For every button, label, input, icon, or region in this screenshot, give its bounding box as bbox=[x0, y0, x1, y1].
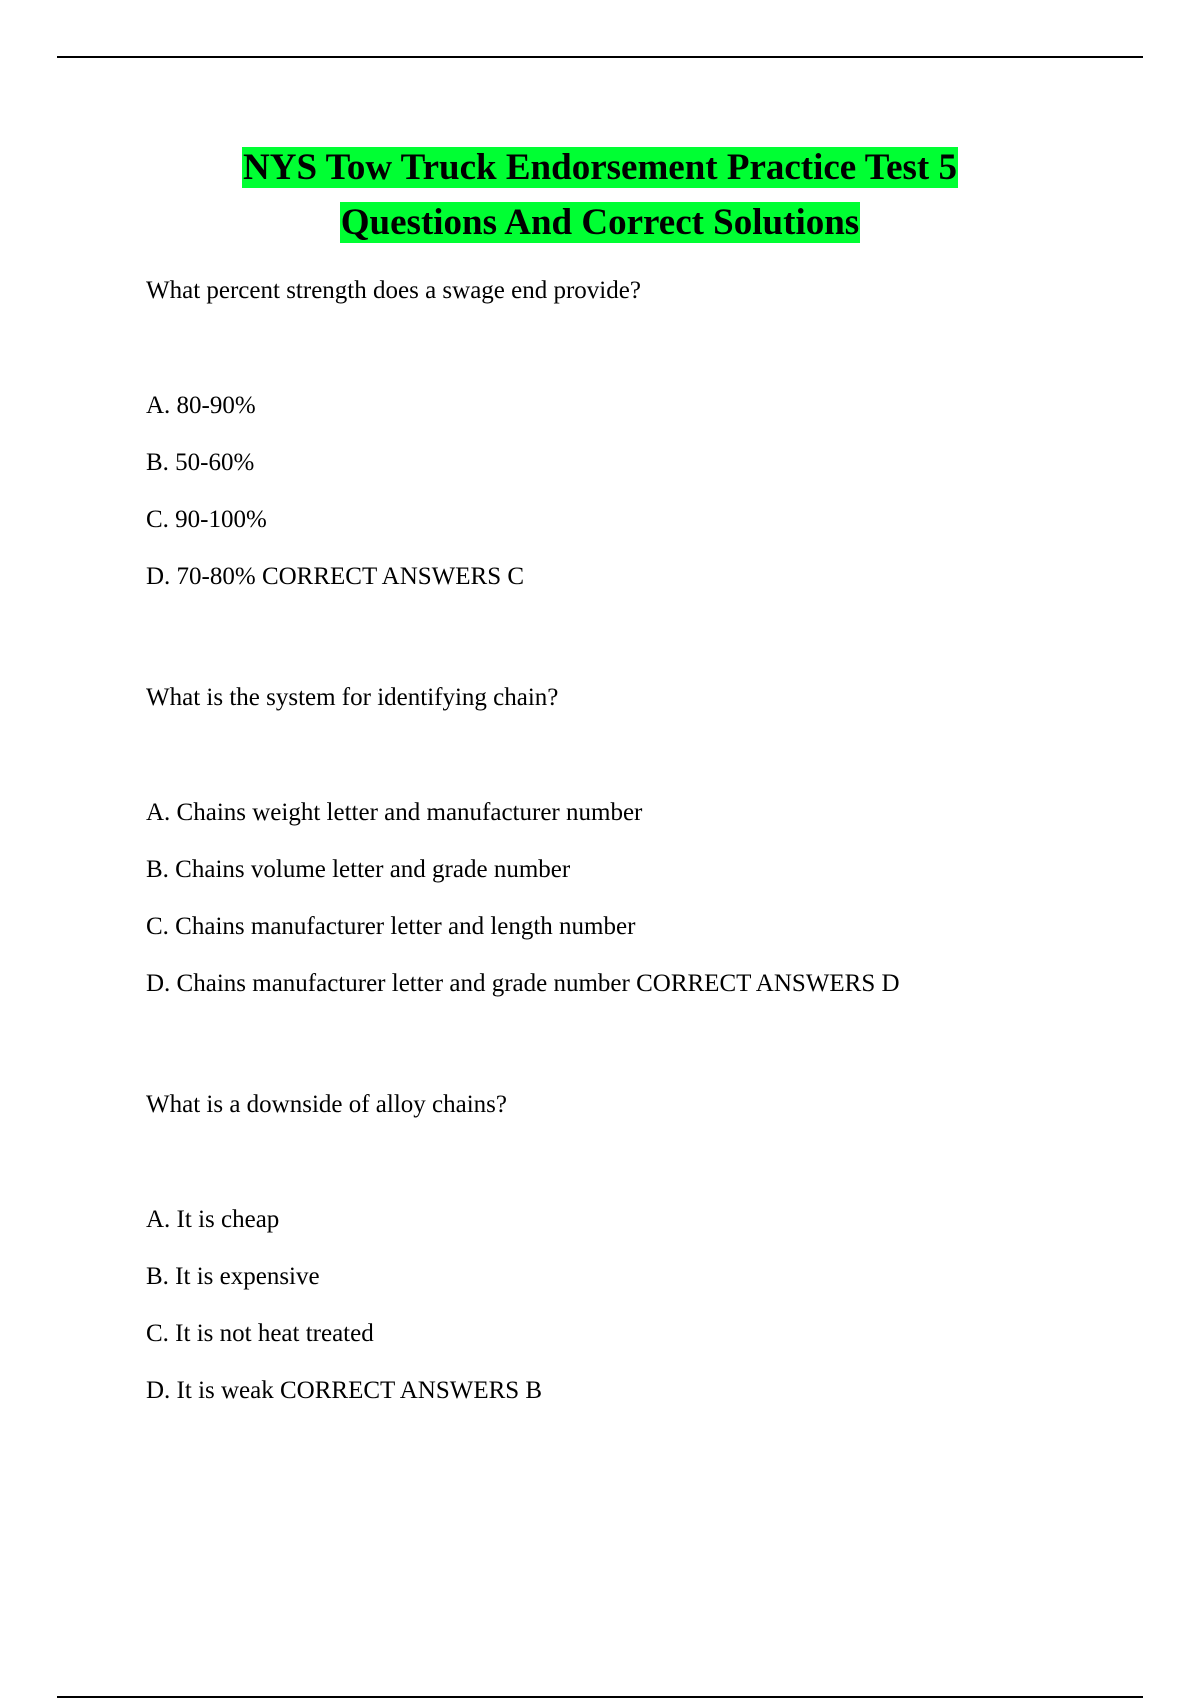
question-list bbox=[146, 272, 1146, 1429]
option-d-with-answer: D. 70-80% CORRECT ANSWERS C bbox=[146, 563, 525, 590]
option-c: C. Chains manufacturer letter and length number bbox=[146, 913, 636, 940]
bottom-rule bbox=[57, 1696, 1143, 1698]
option-a: A. Chains weight letter and manufacturer number bbox=[146, 799, 643, 826]
option-c: C. It is not heat treated bbox=[146, 1320, 374, 1347]
option-a: A. 80-90% bbox=[146, 392, 256, 419]
option-c: C. 90-100% bbox=[146, 506, 267, 533]
question-text: What is a downside of alloy chains? bbox=[146, 1091, 508, 1118]
option-a: A. It is cheap bbox=[146, 1206, 280, 1233]
question-text: What is the system for identifying chain? bbox=[146, 684, 559, 711]
option-d-with-answer: D. It is weak CORRECT ANSWERS B bbox=[146, 1377, 543, 1404]
option-b: B. It is expensive bbox=[146, 1263, 320, 1290]
title-line-2: Questions And Correct Solutions bbox=[340, 202, 860, 243]
option-d-with-answer: D. Chains manufacturer letter and grade number CORRECT ANSWERS D bbox=[146, 970, 900, 997]
question-text: What percent strength does a swage end provide? bbox=[146, 277, 641, 304]
question-block-1 bbox=[146, 272, 1146, 595]
title-line-1: NYS Tow Truck Endorsement Practice Test 5 bbox=[243, 147, 957, 188]
page-title bbox=[0, 140, 1200, 250]
question-block-2 bbox=[146, 679, 1146, 1002]
option-b: B. 50-60% bbox=[146, 449, 255, 476]
question-block-3 bbox=[146, 1086, 1146, 1409]
option-b: B. Chains volume letter and grade number bbox=[146, 856, 571, 883]
top-rule bbox=[57, 56, 1143, 58]
